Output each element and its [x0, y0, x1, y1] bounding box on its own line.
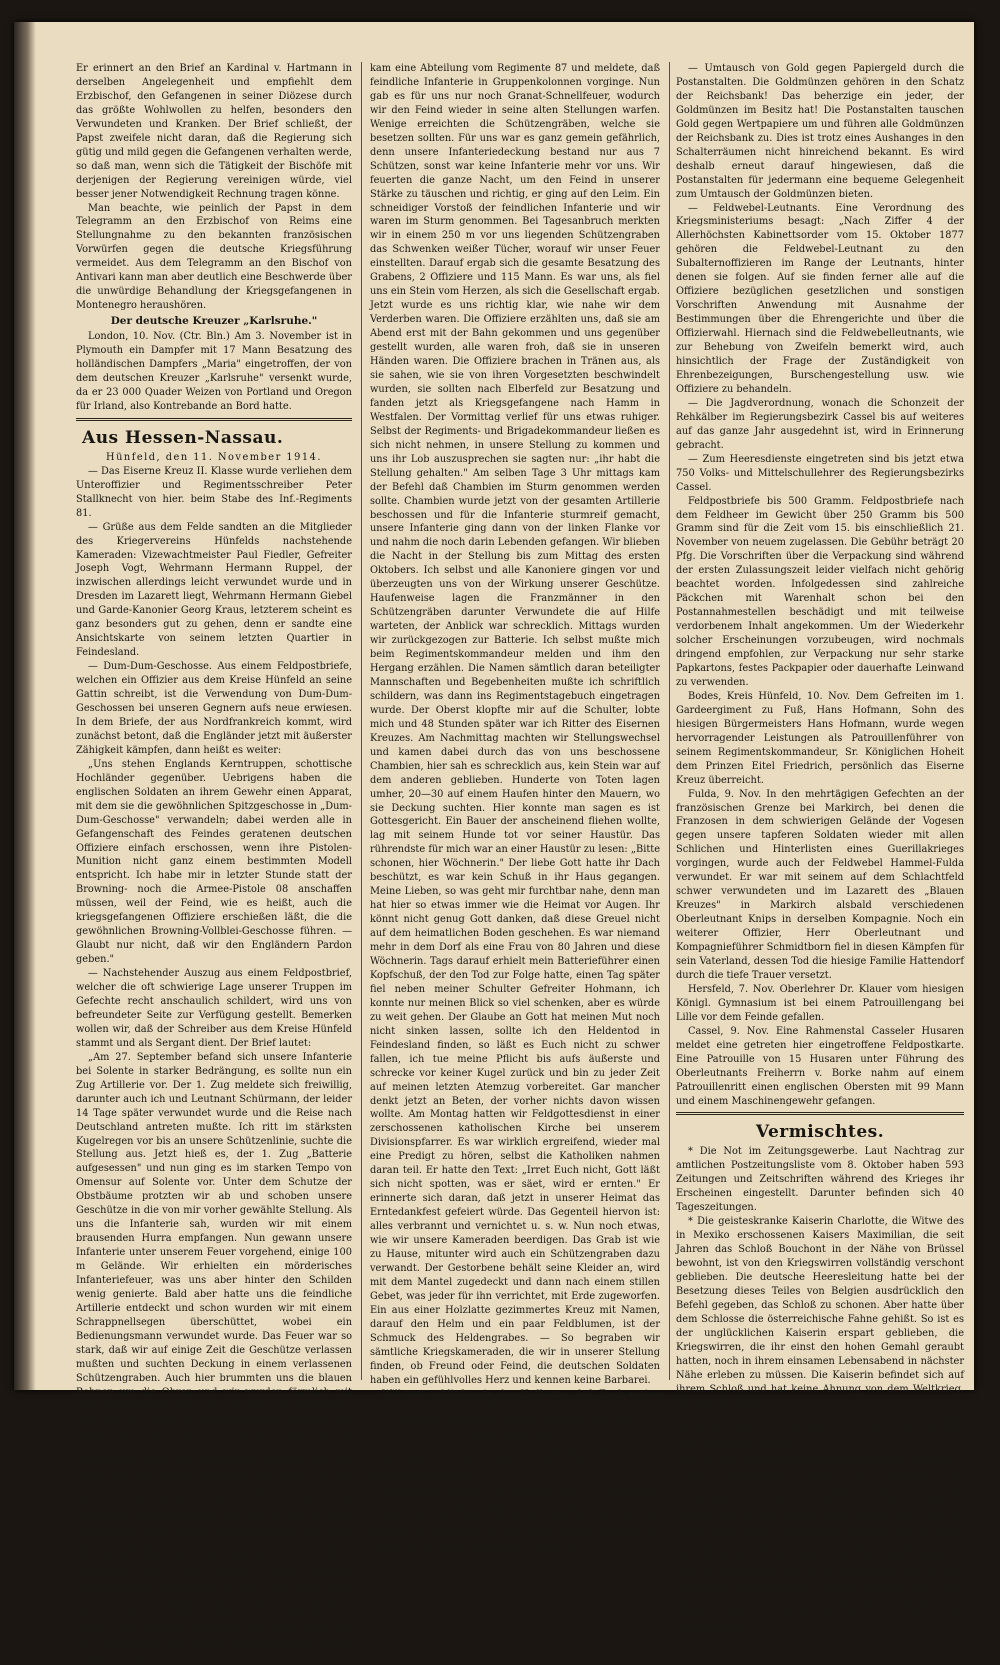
- paragraph: kam eine Abteilung vom Regimente 87 und meldete, daß feindliche Infanterie in Gruppenkolonnen vorginge. Nun gab es für uns nur noch Granat-Schnellfeuer, wodurch wir den Feind wieder in seine alten Stellungen warfen. Wenige erreichten die Schützengräben, welche sie besetzen sollten. Für uns war es ganz gemein gefährlich, denn unsere Infanteriedeckung bestand nur aus 7 Schützen, sonst war keine Infanterie mehr vor uns. Wir feuerten die ganze Nacht, um den Feind in unserer Stärke zu täuschen und richtig, er ging auf den Leim. Ein schneidiger Vorstoß der feindlichen Infanterie und wir waren im Sturm genommen. Bei Tagesanbruch merkten wir in einem 250 m vor uns liegenden Schützengraben das Schwenken weißer Tücher, worauf wir unser Feuer einstellten. Darauf ergab sich die gesamte Besatzung des Grabens, 2 Offiziere und 115 Mann. Es war uns, als fiel uns ein Stein vom Herzen, als sich die Gesellschaft ergab. Jetzt wurde es uns richtig klar, wie nahe wir dem Verderben waren. Die Offiziere erzählten uns, daß sie am Abend erst mit der Bahn gekommen und uns gegenüber gestellt wurden, alle waren froh, daß sie in unseren Händen waren. Die Offiziere brachen in Tränen aus, als sie sahen, wie sie von ihren Vorgesetzten beschwindelt wurden, sie sollten nach Elberfeld zur Besatzung und fanden jetzt als Kriegsgefangene nach Hamm in Westfalen. Der Vormittag verlief für uns etwas ruhiger. Selbst der Regiments- und Brigadekommandeur ließen es sich nicht nehmen, in unsere Stellung zu kommen und uns ihr Lob auszusprechen sie sagten nur: „ihr habt die Stellung gehalten." Am selben Tage 3 Uhr mittags kam der Befehl daß Chambien im Sturm genommen werden sollte. Chambien wurde jetzt von der gesamten Artillerie beschossen und für die Infanterie sturmreif gemacht, unsere Infanterie ging dann von der linken Flanke vor und nahm die noch darin Lebenden gefangen. Wir blieben die Nacht in der Stellung bis zum Mittag des ersten Oktobers. Ich selbst und alle Kanoniere gingen vor und überzeugten uns von der Wirkung unserer Geschütze. Haufenweise lagen die Franzmänner in den Schützengräben darunter Verwundete die auf Hilfe warteten, der Anblick war schrecklich. Mittags wurden wir zurückgezogen zur Batterie. Ich selbst mußte mich beim Regimentskommandeur melden und ihm den Hergang erzählen. Die Namen sämtlich daran beteiligter Mannschaften und Begebenheiten mußte ich schriftlich schildern, was dann ins Regimentstagebuch eingetragen wurde. Der Oberst klopfte mir auf die Schulter, lobte mich und 48 Stunden später war ich Ritter des Eisernen Kreuzes. Am Nachmittag machten wir Stellungswechsel und kamen dabei durch das von uns beschossene Chambien, hier sah es schrecklich aus, kein Stein war auf dem anderen geblieben. Hunderte von Toten lagen umher, 20—30 auf einem Haufen hinter den Mauern, wo sie Deckung suchten. Hier konnte man sagen es ist Gottesgericht. Ein Bauer der anscheinend fliehen wollte, lag mit seinem Hunde tot vor seiner Haustür. Das rührendste für mich war an einer Haustür zu lesen: „Bitte schonen, hier Wöchnerin." Der liebe Gott hatte ihr Dach beschützt, es war kein Schuß in ihr Haus gegangen. Meine Lieben, so was geht mir furchtbar nahe, denn man hat hier so etwas immer wie die Heimat vor Augen. Ihr könnt nicht genug Gott danken, daß diese Greuel nicht auf dem heimatlichen Boden geschehen. Es war niemand mehr in dem Dorf als eine Frau von 80 Jahren und diese Wöchnerin. Tags darauf erhielt mein Batterieführer einen Kopfschuß, der den Tod zur Folge hatte, einen Tag später fiel neben meiner Schulter Gefreiter Hohmann, ich konnte nur meinen Blick so viel schenken, aber es würde zu weit gehen. Der Glaube an Gott hat meinen Mut noch nicht sinken lassen, sollte ich den Heldentod in Feindesland finden, so läßt es Euch nicht zu schwer fallen, ich tue meine Pflicht bis aufs äußerste und schrecke vor keiner Kugel zurück und bin zu jeder Zeit auf meinen letzten Atemzug vorbereitet. Gar mancher denkt jetzt an Beten, der vorher nichts davon wissen wollte. Am Montag hatten wir Feldgottesdienst in einer zerschossenen katholischen Kirche bei unserem Divisionspfarrer. Es war wirklich ergreifend, wieder mal eine Predigt zu hören, selbst die Katholiken nahmen daran teil. Er hatte den Text: „Irret Euch nicht, Gott läßt sich nicht spotten, was er säet, wird er ernten." Er erinnerte sich daran, daß jetzt in unserer Heimat das Erntedankfest gefeiert würde. Das Gegenteil hiervon ist: alles verbrannt und vernichtet u. s. w. Nun noch etwas, wie wir unsere Kameraden beerdigen. Das Grab ist wie zu Hause, mitunter wird auch ein Schützengraben dazu verwandt. Der Gestorbene behält seine Kleider an, wird mit dem Mantel zugedeckt und dann nach einem stillen Gebet, was jeder für ihn verrichtet, mit Erde zugeworfen. Ein aus einer Holzlatte gezimmertes Kreuz mit Namen, darauf den Helm und ein paar Feldblumen, ist der Schmuck des Heldengrabes. — So begraben wir sämtliche Kriegskameraden, die wir in unserer Stellung finden, ob Freund oder Feind, die deutschen Soldaten haben ein gefühlvolles Herz und kennen keine Barbarei.: [370, 63, 660, 1386]
- paragraph: Vertretet an ihm meine Stelle, wenn ich nicht wiederkommen sollte.": [370, 1458, 660, 1484]
- paragraph: * Die geisteskranke Kaiserin Charlotte, die Witwe des in Mexiko erschossenen Kaisers Maximilian, die seit Jahren das Schloß Bouchont in der Nähe von Brüssel bewohnt, ist von den Kriegswirren vollständig verschont geblieben. Die deutsche Heeresleitung hatte bei der Besetzung dieses Teiles von Belgien ausdrücklich den Befehl gegeben, das Schloß zu schonen. Aber hatte über dem Schlosse die österreichische Fahne gehißt. So ist es der unglücklichen Kaiserin erspart geblieben, die Kriegswirren, die ihr einst den hohen Gemahl geraubt hatten, noch in ihrem einsamen Lebensabend in nächster Nähe erleben zu müssen. Die Kaiserin befindet sich auf ihrem Schloß und hat keine Ahnung von dem Weltkrieg, der um sie wütet.: [676, 1216, 964, 1409]
- paragraph: „Uns stehen Englands Kerntruppen, schottische Hochländer gegenüber. Uebrigens haben die englischen Soldaten an ihrem Gewehr einen Apparat, mit dem sie die gewöhnlichen Spitzgeschosse in „Dum-Dum-Geschosse" verwandeln; dabei werden alle in Gefangenschaft des Feindes geratenen deutschen Offiziere einfach erschossen, wenn ihre Pistolen-Munition nicht ganz einem bestimmten Modell entspricht. Ich habe mir in letzter Stunde statt der Browning- noch die Armee-Pistole 08 anschaffen müssen, weil der Feind, wie es heißt, auch die kriegsgefangenen Offiziere erschießen läßt, die die gewöhnlichen Browning-Vollblei-Geschosse führen. — Glaubt nur nicht, daß wir den Engländern Pardon geben.": [76, 758, 352, 966]
- paragraph: Will nun schließen in der Hoffnung, daß Euch meine Zeilen alle gesund antreffen.: [370, 1388, 660, 1414]
- section-heading-hessen-nassau: Aus Hessen-Nassau.: [82, 427, 284, 448]
- subheading-auszeichnung: Wie er die Auszeichnung seines Sohnes erfuhr.: [676, 1454, 953, 1467]
- column-2: [370, 62, 660, 1554]
- paragraph: — Grüße aus dem Felde sandten an die Mitglieder des Kriegervereins Hünfelds nachstehende Kameraden: Vizewachtmeister Paul Fiedler, Gefreiter Joseph Vogt, Wehrmann Hermann Ruppel, der inzwischen allerdings leicht verwundet wurde und in Dresden im Lazarett liegt, Wehrmann Hermann Giebel und Garde-Kanonier Georg Kraus, letzterem scheint es ganz besonders gut zu gehen, denn er sandte eine Ansichtskarte von seinem letzten Quartier in Feindesland.: [76, 521, 352, 659]
- paragraph: — Das Eiserne Kreuz II. Klasse wurde verliehen dem Unteroffizier und Regimentsschreiber Peter Stallknecht von hier. beim Stabe des Inf.-Regiments 81.: [76, 465, 352, 519]
- paragraph: „Am 27. September befand sich unsere Infanterie bei Solente in starker Bedrängung, es sollte nun ein Zug Artillerie vor. Der 1. Zug meldete sich freiwillig, darunter auch ich und Leutnant Schürmann, der leider 14 Tage später verwundet wurde und die Reise nach Deutschland antreten mußte. Ich ritt im stärksten Kugelregen vor bis an unsere Schützenlinie, suchte die Stellung aus. Jetzt hieß es, der 1. Zug „Batterie aufgesessen" und nun ging es im starken Tempo von Omensur auf Solente vor. Unter dem Schutze der Obstbäume protzten wir ab und schoben unsere Geschütze in die von mir vorher gewählte Stellung. Als uns die Infanterie sah, wurden wir mit einem brausenden Hurra empfangen. Nun gewann unsere Infanterie unter unserem Feuer vorgehend, einige 100 m Gelände. Wir erhielten ein mörderisches Infanteriefeuer, was uns aber hinter den Schilden wenig genierte. Bald aber hatte uns die feindliche Artillerie entdeckt und schon wurden wir mit einem Schrappnellsegen überschüttet, wobei ein Bedienungsmann verwundet wurde. Das Feuer war so stark, daß wir auf einige Zeit die Geschütze verlassen mußten und suchten Deckung in einem verlassenen Schützengraben. Auch hier brummten uns die blauen Bohnen um die Ohren und wir wurden förmlich mit Erde überschüttet. Wir alle zitterten wie Espenlaub, aber der 91. Psalm im Feldgesangbuch schenkte uns neuen Mut und Kraft. Wir traten wieder an die Geschütze und feuerten so schnell, wie auf dem Schießplatz. Erst um Mitternacht stellten wir das Feuer ein. Wir mußten allerdings die Nacht an den Geschützen bleiben, um sie schließlich nicht dem Feinde preiszugeben. Links vor uns waren die feindlichen Schützengräben auf 300 m. Am 28. früh machten wir einen kleinen Stellungswechsel, um näher bei der Infanterie zu sein. Wir gruben uns ein bis an die Nasenspitze, denn die Situation war äußerst gefährlich. Der Tag verging ohne größere Begebenheiten, Ruhestätte für die Nacht unter dem Geschütz. Am 29. gegen Abend unternahm 1 Bataillon 87 einen Sturmangriff auf das vor uns liegende, vom Feinde stark besetzte Chambien, der aber leider von der Uebermacht der Feinde zurückgedrängt wurde. Gegen 12 Uhr nachts: [76, 1051, 352, 1663]
- newspaper-page: [14, 22, 974, 1663]
- paragraph: Hersfeld, 7. Nov. Oberlehrer Dr. Klauer vom hiesigen Königl. Gymnasium ist bei einem Patrouillengang bei Lille vor dem Feinde gefallen.: [676, 983, 964, 1023]
- column-rule: [361, 62, 362, 1380]
- letter-postscript: Gruß und Kuß an meinen kleinen Hans.: [416, 1444, 614, 1456]
- section-divider: [76, 418, 352, 421]
- dateline: Hünfeld, den 11. November 1914.: [106, 451, 322, 463]
- paragraph: Feldpostbriefe bis 500 Gramm. Feldpostbriefe nach dem Feldheer im Gewicht über 250 Gramm bis 500 Gramm sind für die Zeit vom 15. bis einschließlich 21. November von neuem zugelassen. Die Gebühr beträgt 20 Pfg. Die Vorschriften über die Verpackung sind während der ersten Zulassungszeit leider vielfach nicht gehörig beachtet worden. Infolgedessen sind zahlreiche Päckchen mit Warenhalt schon bei den Postannahmestellen beschädigt und mit teilweise verdorbenem Inhalt angekommen. Um der Wiederkehr solcher Erscheinungen vorzubeugen, wird nochmals dringend empfohlen, zur Verpackung nur sehr starke Papkartons, festes Packpapier oder dauerhafte Leinwand zu verwenden.: [676, 495, 964, 688]
- paragraph: — Feldwebel-Leutnants. Eine Verordnung des Kriegsministeriums besagt: „Nach Ziffer 4 der Allerhöchsten Kabinettsorder vom 15. Oktober 1877 gehören die Feldwebel-Leutnant zu den Subalternoffizieren im Range der Leutnants, hinter denen sie folgen. Auf sie finden ferner alle auf die Offiziere bezüglichen gesetzlichen und sonstigen Vorschriften Anwendung mit Ausnahme der Bestimmungen über die Ehrengerichte und über die Offizierwahl. Hiernach sind die Feldwebelleutnants, wie zur Behebung von Zweifeln bemerkt wird, auch hinsichtlich der Frage der Zuständigkeit von Ehrenbezeigungen, Burschengestellung usw. wie Offiziere zu behandeln.: [676, 202, 964, 395]
- paragraph: Bodes, Kreis Hünfeld, 10. Nov. Dem Gefreiten im 1. Gardeergiment zu Fuß, Hans Hofmann, Sohn des hiesigen Bürgermeisters Hans Hofmann, wurde wegen hervorragender Leistungen als Patrouillenführer von seinem Regimentskommandeur, Sr. Königlichen Hoheit dem Prinzen Eitel Friedrich, persönlich das Eiserne Kreuz überreicht.: [676, 690, 964, 786]
- paragraph: Niederaula—Schlitz. Am Dienstag den 10. November wird die 16 Kilometer lange Neubaustrecke Niederaula—Schlitz für den Gesamtverkehr eröffnet. Die Strecke schließt in Niederaula an die Bahn Treysa—Hersfeld, in Schlitz an die Bahn Salzschlirf—Schlitz an.: [370, 1486, 660, 1554]
- paragraph: — Umtausch von Gold gegen Papiergeld durch die Postanstalten. Die Goldmünzen gehören in den Schatz der Reichsbank! Das beherzige ein jeder, der Goldmünzen im Besitz hat! Die Postanstalten tauschen Gold gegen Wertpapiere um und führen alle Goldmünzen der Reichsbank zu. Dies ist trotz eines Aushanges in den Schalterräumen nicht hinreichend bekannt. Es wird deshalb erneut darauf hingewiesen, daß die Postanstalten für jedermann eine bequeme Gelegenheit zum Umtausch der Goldmünzen bieten.: [676, 63, 964, 200]
- paragraph: Man beachte, wie peinlich der Papst in dem Telegramm an den Erzbischof von Reims eine Stellungnahme zu den bekannten französischen Vorwürfen gegen die deutsche Kriegsführung vermeidet. Aus dem Telegramm an den Bischof von Antivari kann man aber deutlich eine Beschwerde über die unwürdige Behandlung der Kriegsgefangenen in Montenegro heraushören.: [76, 202, 352, 312]
- section-divider: [676, 1112, 964, 1115]
- book-gutter: [14, 22, 36, 1390]
- paragraph: London, 10. Nov. (Ctr. Bln.) Am 3. November ist in Plymouth ein Dampfer mit 17 Mann Besatzung des holländischen Dampfers „Maria" eingetroffen, der von dem deutschen Kreuzer „Karlsruhe" versenkt wurde, da er 23 000 Quader Weizen von Portland und Oregon für Irland, also Kontrebande an Bord hatte.: [76, 331, 352, 412]
- paragraph: — Zum Heeresdienste eingetreten sind bis jetzt etwa 750 Volks- und Mittelschullehrer des Regierungsbezirks Cassel.: [676, 453, 964, 493]
- column-1: [76, 62, 352, 1663]
- paragraph: Fulda, 9. Nov. In den mehrtägigen Gefechten an der französischen Grenze bei Markirch, bei denen die Franzosen in dem schwierigen Gelände der Vogesen gegen unsere tapferen Soldaten wieder mit allen Schlichen und Hinterlisten eines Guerillakrieges vorgingen, wurde auch der Feldwebel Hammel-Fulda verwundet. Er war mit seinem auf dem Schlachtfeld schwer verwundeten und im Lazarett des „Blauen Kreuzes" in Markirch alsbald verschiedenen Oberleutnant Knips in derselben Kompagnie. Noch ein weiterer Offizier, Herr Oberleutnant und Kompagnieführer Schmidtborn fiel in diesen Kämpfen für sein Vaterland, dessen Tod die hiesige Familie Hattendorf durch die tiefe Trauer versetzt.: [676, 788, 964, 981]
- paragraph: — Die Jagdverordnung, wonach die Schonzeit der Rehkälber im Regierungsbezirk Cassel bis auf weiteres auf das ganze Jahr ausgedehnt ist, wird in Erinnerung gebracht.: [676, 397, 964, 451]
- paragraph: * Die Not im Zeitungsgewerbe. Laut Nachtrag zur amtlichen Postzeitungsliste vom 8. Oktober haben 593 Zeitungen und Zeitschriften während des Krieges ihr Erscheinen eingestellt. Darunter befinden sich 40 Tageszeitungen.: [676, 1146, 964, 1214]
- letter-signature: treuer Sohn Hans.: [469, 1430, 561, 1442]
- paragraph: Cassel, 9. Nov. Eine Rahmenstal Casseler Husaren meldet eine getreten hier eingetroffene Feldpostkarte. Eine Patrouille von 15 Husaren unter Führung des Oberleutnants Freiherrn v. Borke nahm auf einem Patrouillenritt einen englischen Obersten mit 99 Mann und einem Maschinengewehr gefangen.: [676, 1025, 964, 1107]
- letter-closing: Unter den herzlichen Grüßen verbleibe ich Euer: [394, 1416, 636, 1428]
- subheading-karlsruhe: Der deutsche Kreuzer „Karlsruhe.": [110, 315, 318, 328]
- paragraph: — Nachstehender Auszug aus einem Feldpostbrief, welcher die oft schwierige Lage unserer Truppen im Gefechte recht anschaulich schildert, wird uns von befreundeter Seite zur Verfügung gestellt. Bemerken wollen wir, daß der Schreiber aus dem Kreise Hünfeld stammt und als Sergant dient. Der Brief lautet:: [76, 968, 352, 1049]
- paragraph: * Burgsinn, 4. Nov. In den hiesigen Gemeindewaldungen wurden für gesammelte Eicheln über 9000 Mark gelöst.: [676, 1411, 964, 1451]
- paragraph: — Dum-Dum-Geschosse. Aus einem Feldpostbriefe, welchen ein Offizier aus dem Kreise Hünfeld an seine Gattin schreibt, ist die Verwendung von Dum-Dum-Geschossen bei unseren Gegnern aufs neue erwiesen. In dem Briefe, der aus Nordfrankreich kommt, wird zunächst betont, daß die Engländer jetzt mit äußerster Zähigkeit kämpfen, dann heißt es weiter:: [76, 661, 352, 756]
- column-rule: [669, 62, 670, 1380]
- column-3: [676, 62, 964, 1635]
- paragraph: Auf eigenartige Weise hat kürzlich der Lokomotivführer Külicke in Spandau die Auszeichnung seines Sohnes mit dem Eisernen Kreuz erfahren. Külicke, dessen Sohn in der Marine dient, wußte zwar, daß der junge Mann einem Unterseeboote zugeteilt war, er wußte aber nicht, zu welchem Boote der Matrose gehörte. Vor einigen Tagen kaufte Külicke ein illustriertes Blatt, in dem die Mannschaft des „U 26" abgebildet war, das den russischen Panzerkreuzer „Pallada" versenkt hat. Unter den Matrosen erkannte der Vater auch den mit dem Eisernen Kreuz geschmückten Sohn, und hatte so die Auszeichnung: [676, 1470, 964, 1635]
- paragraph: Er erinnert an den Brief an Kardinal v. Hartmann in derselben Angelegenheit und empfiehlt dem Erzbischof, den Gefangenen in seiner Diözese durch das größte Wohlwollen zu helfen, besonders den Verwundeten und Kranken. Der Brief schließt, der Papst zweifele nicht daran, daß die Regierung sich gütig und mild gegen die Gefangenen verhalten werde, so daß man, wenn sich die Tätigkeit der Bischöfe mit derjenigen der Regierung vereinigen würde, viel besser jener Notwendigkeit Rechnung tragen könne.: [76, 63, 352, 200]
- section-heading-vermischtes: Vermischtes.: [755, 1122, 885, 1143]
